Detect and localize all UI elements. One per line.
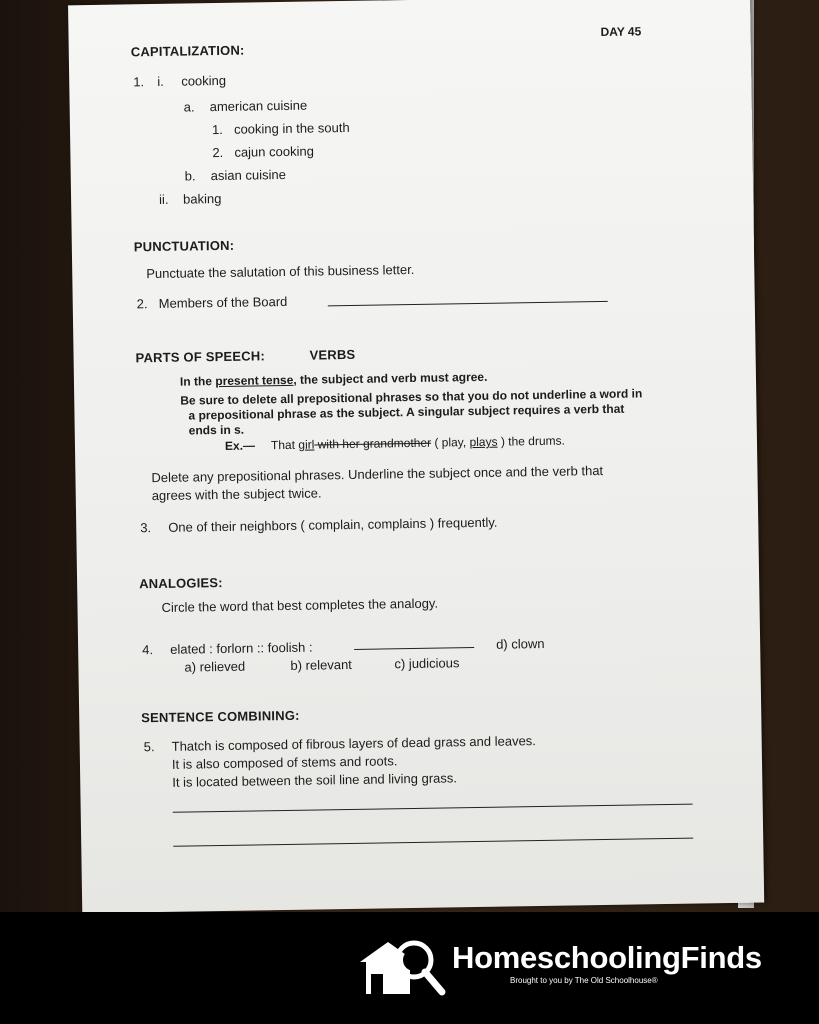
option-c[interactable]: c) judicious [394, 655, 460, 672]
combining-sentence: It is located between the soil line and living grass. [172, 770, 458, 790]
item-number: 1. [133, 74, 145, 90]
verbs-subheading: VERBS [309, 346, 356, 363]
note-line: Be sure to delete all prepositional phrases so that you do not underline a word in [180, 386, 643, 408]
combining-sentence: It is also composed of stems and roots. [171, 753, 398, 772]
note-line: a prepositional phrase as the subject. A singular subject requires a verb that [188, 401, 625, 423]
verbs-instruction: Delete any prepositional phrases. Underline the subject once and the verb that [151, 463, 604, 486]
outline-marker: 1. [211, 121, 223, 138]
answer-line[interactable] [173, 838, 693, 847]
punctuation-heading: PUNCTUATION: [133, 237, 235, 255]
outline-marker: a. [183, 99, 195, 115]
schoolhouse-magnifier-icon [358, 938, 448, 998]
verb-sentence: One of their neighbors ( complain, complains ) frequently. [168, 514, 498, 535]
example-label: Ex.— [224, 438, 256, 453]
outline-text: cooking [181, 72, 227, 89]
sentence-combining-heading: SENTENCE COMBINING: [141, 707, 300, 726]
punctuation-instruction: Punctuate the salutation of this business letter. [146, 261, 415, 282]
item-number: 4. [142, 642, 154, 658]
outline-marker: i. [157, 73, 164, 89]
outline-marker: b. [184, 168, 196, 184]
brand-name: HomeschoolingFinds [452, 940, 762, 975]
example-sentence: That girl with her grandmother ( play, plays ) the drums. [270, 433, 566, 453]
brand-tagline: Brought to you by The Old Schoolhouse® [510, 976, 658, 985]
outline-text: american cuisine [209, 97, 308, 115]
agreement-rule: In the present tense, the subject and verb must agree. [179, 369, 488, 389]
item-number: 5. [143, 739, 155, 755]
option-d[interactable]: d) clown [496, 635, 545, 652]
parts-of-speech-heading: PARTS OF SPEECH: [135, 348, 266, 366]
salutation-text: Members of the Board [158, 293, 288, 311]
outline-marker: ii. [158, 191, 169, 207]
verbs-instruction: agrees with the subject twice. [151, 485, 322, 504]
worksheet-page [68, 0, 764, 913]
answer-line[interactable] [173, 804, 693, 813]
option-b[interactable]: b) relevant [290, 656, 352, 673]
analogy-answer-line[interactable] [354, 647, 474, 650]
option-a[interactable]: a) relieved [184, 658, 246, 675]
outline-text: cooking in the south [233, 119, 350, 137]
outline-text: baking [182, 190, 222, 207]
outline-text: cajun cooking [234, 143, 314, 160]
answer-line[interactable] [328, 301, 608, 306]
item-number: 2. [136, 296, 148, 312]
capitalization-heading: CAPITALIZATION: [130, 42, 245, 60]
note-line: ends in s. [188, 422, 245, 438]
analogies-instruction: Circle the word that best completes the analogy. [161, 595, 439, 615]
item-number: 3. [140, 520, 152, 536]
outline-text: asian cuisine [210, 166, 286, 184]
outline-marker: 2. [212, 144, 224, 161]
day-label: DAY 45 [600, 24, 642, 39]
analogies-heading: ANALOGIES: [139, 574, 223, 592]
combining-sentence: Thatch is composed of fibrous layers of dead grass and leaves. [171, 733, 536, 754]
analogy-prompt: elated : forlorn :: foolish : [170, 639, 313, 657]
